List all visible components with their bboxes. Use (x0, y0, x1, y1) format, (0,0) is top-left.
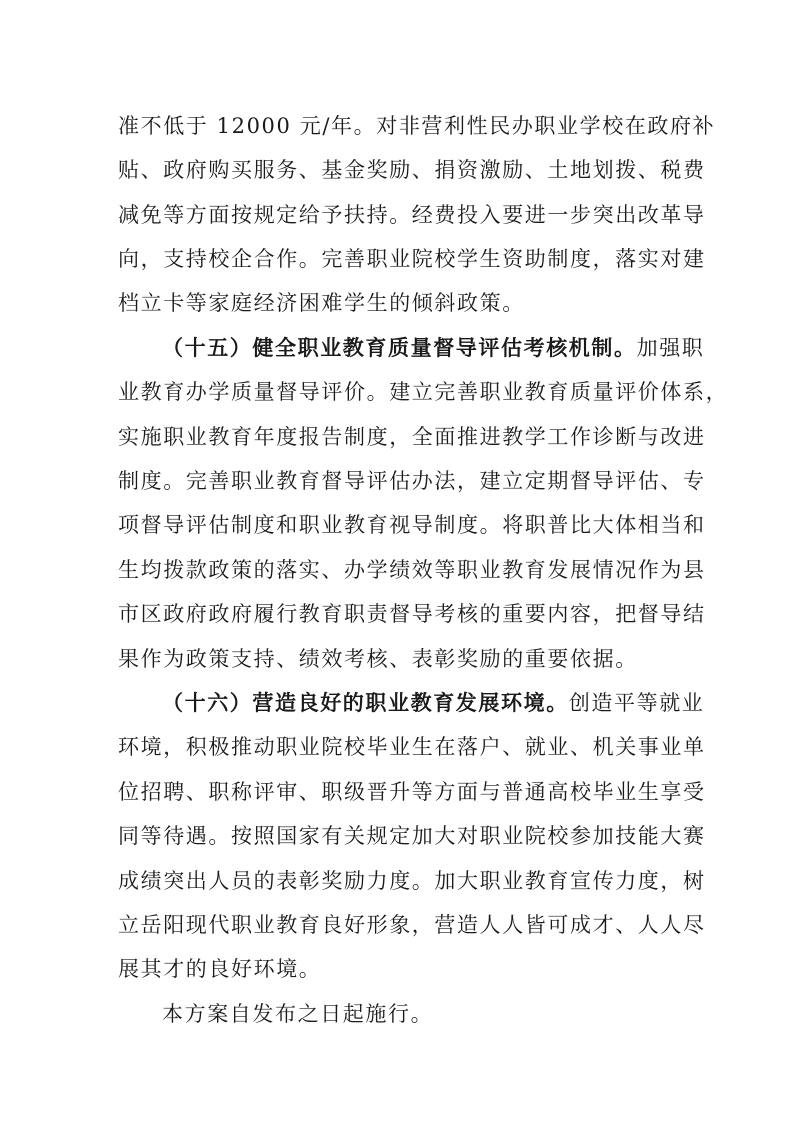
text-line: 展其才的良好环境。 (118, 957, 322, 981)
section-heading-15: （十五）健全职业教育质量督导评估考核机制。 (162, 335, 637, 360)
text-line: 贴、政府购买服务、基金奖励、捐资激励、土地划拨、税费 (118, 158, 706, 182)
text-line: 位招聘、职称评审、职级晋升等方面与普通高校毕业生享受 (118, 780, 706, 804)
text-line: 减免等方面按规定给予扶持。经费投入要进一步突出改革导 (118, 203, 706, 227)
text-line: 准不低于 12000 元/年。对非营利性民办职业学校在政府补 (118, 114, 716, 138)
text-line: 成绩突出人员的表彰奖励力度。加大职业教育宣传力度，树 (118, 869, 706, 893)
text-line: 环境，积极推动职业院校毕业生在落户、就业、机关事业单 (118, 735, 706, 759)
text-line: 果作为政策支持、绩效考核、表彰奖励的重要依据。 (118, 647, 638, 671)
text-line: 同等待遇。按照国家有关规定加大对职业院校参加技能大赛 (118, 824, 706, 848)
text-line: 实施职业教育年度报告制度，全面推进教学工作诊断与改进 (118, 425, 706, 449)
paragraph-first-line (162, 335, 705, 360)
paragraph-first-line (162, 690, 705, 715)
text-line: 档立卡等家庭经济困难学生的倾斜政策。 (118, 291, 525, 315)
text-line: 市区政府政府履行教育职责督导考核的重要内容，把督导结 (118, 602, 706, 626)
text-line: 立岳阳现代职业教育良好形象，营造人人皆可成才、人人尽 (118, 913, 706, 937)
closing-statement: 本方案自发布之日起施行。 (162, 1002, 434, 1026)
text-run: 创造平等就业 (568, 691, 705, 715)
section-heading-16: （十六）营造良好的职业教育发展环境。 (162, 690, 569, 715)
text-line: 生均拨款政策的落实、办学绩效等职业教育发展情况作为县 (118, 558, 706, 582)
text-line: 向，支持校企合作。完善职业院校学生资助制度，落实对建 (118, 247, 706, 271)
text-run: 加强职 (636, 336, 705, 360)
text-line: 业教育办学质量督导评价。建立完善职业教育质量评价体系， (118, 380, 729, 404)
text-line: 项督导评估制度和职业教育视导制度。将职普比大体相当和 (118, 513, 706, 537)
text-line: 制度。完善职业教育督导评估办法，建立定期督导评估、专 (118, 469, 706, 493)
